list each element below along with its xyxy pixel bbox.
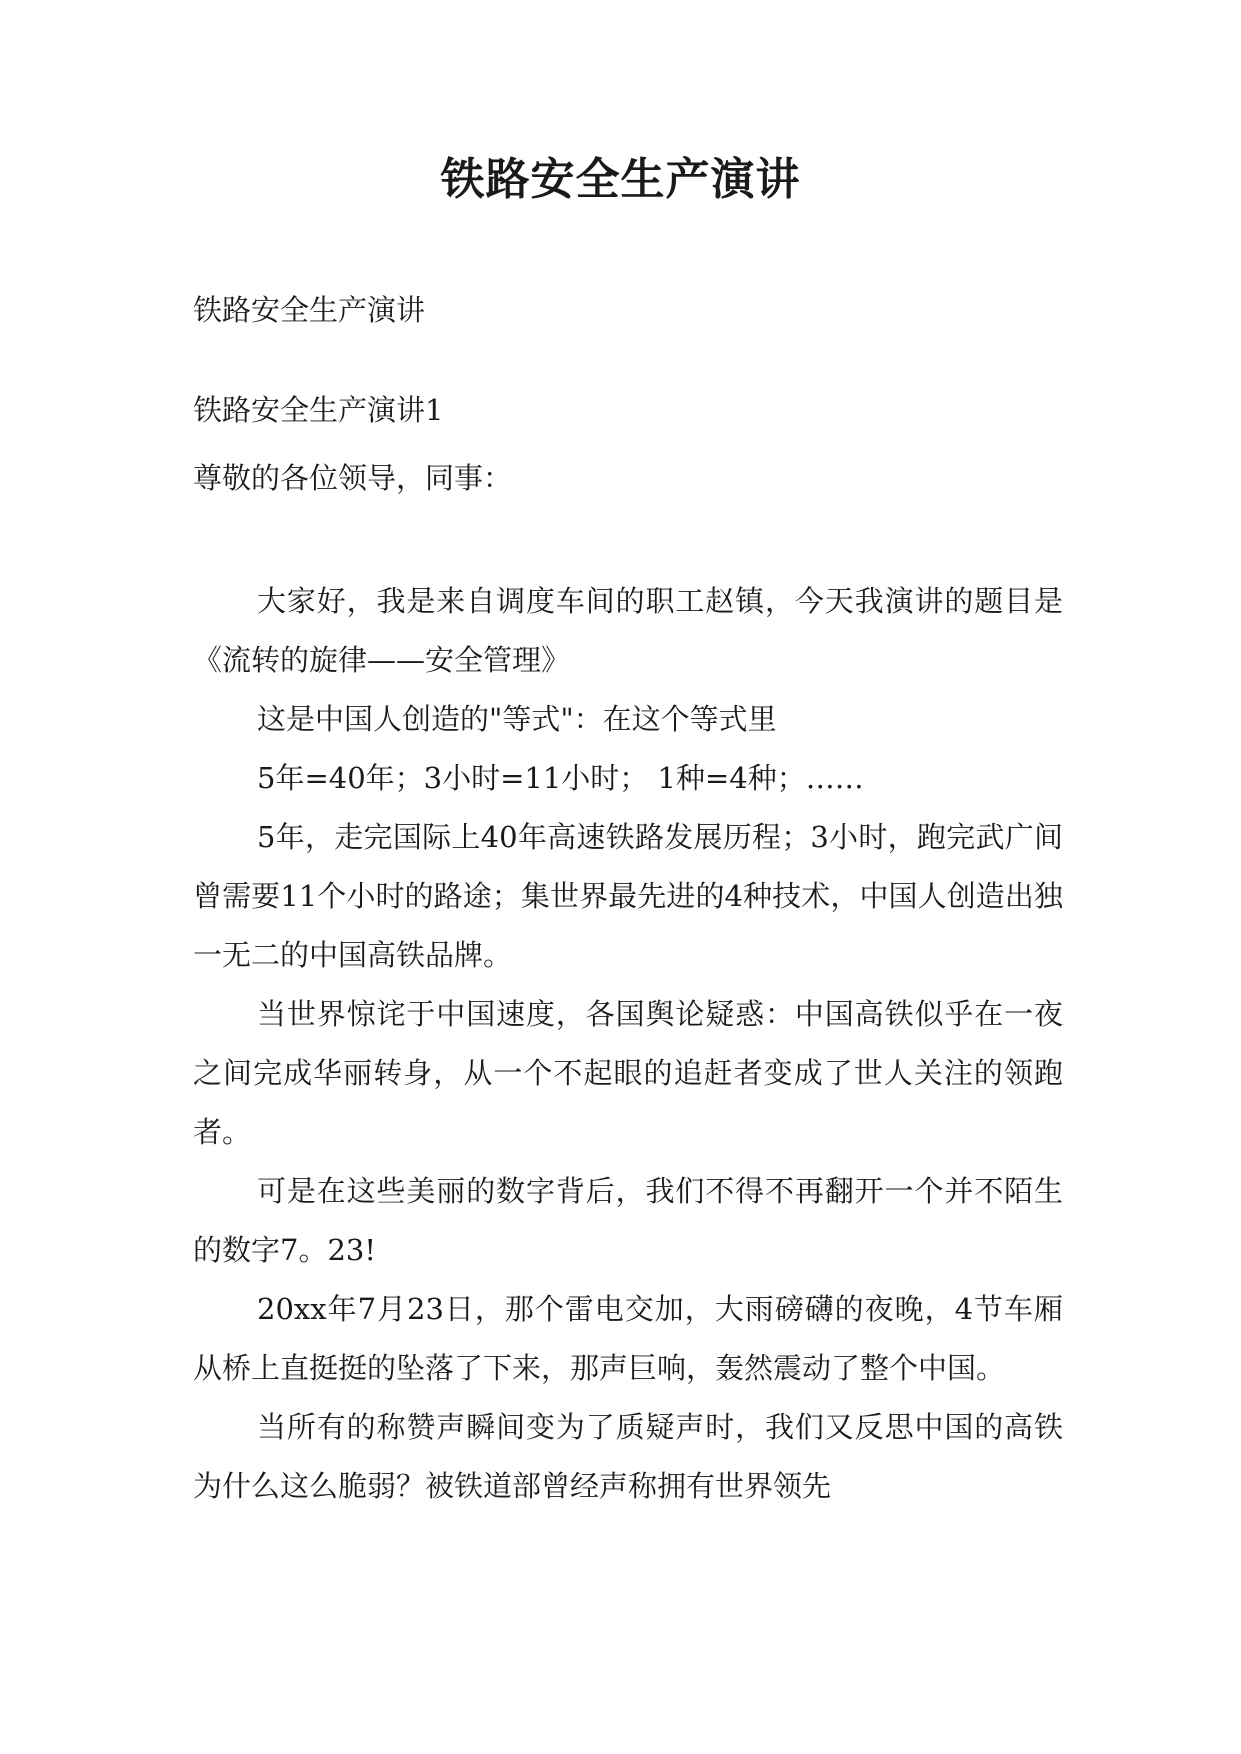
paragraph: 5年，走完国际上40年高速铁路发展历程；3小时，跑完武广间曾需要11个小时的路途；集世界最先进的4种技术，中国人创造出独一无二的中国高铁品牌。 xyxy=(193,820,1063,972)
document-body xyxy=(193,290,1063,1516)
paragraph: 大家好，我是来自调度车间的职工赵镇，今天我演讲的题目是《流转的旋律——安全管理》 xyxy=(193,584,1063,677)
salutation: 尊敬的各位领导，同事： xyxy=(193,461,513,495)
document-subtitle: 铁路安全生产演讲 xyxy=(193,293,426,327)
paragraph: 20xx年7月23日，那个雷电交加，大雨磅礴的夜晚，4节车厢从桥上直挺挺的坠落了下来，那声巨响，轰然震动了整个中国。 xyxy=(193,1292,1063,1385)
paragraph: 可是在这些美丽的数字背后，我们不得不再翻开一个并不陌生的数字7。23! xyxy=(193,1174,1063,1267)
paragraph: 当世界惊诧于中国速度，各国舆论疑惑：中国高铁似乎在一夜之间完成华丽转身，从一个不起眼的追赶者变成了世人关注的领跑者。 xyxy=(193,997,1063,1149)
paragraph: 5年=40年；3小时=11小时； 1种=4种；…… xyxy=(257,761,864,795)
document-title: 铁路安全生产演讲 xyxy=(440,154,801,205)
paragraph: 当所有的称赞声瞬间变为了质疑声时，我们又反思中国的高铁为什么这么脆弱？被铁道部曾经声称拥有世界领先 xyxy=(193,1410,1063,1503)
section-heading: 铁路安全生产演讲1 xyxy=(193,393,444,427)
paragraph: 这是中国人创造的"等式"：在这个等式里 xyxy=(257,702,777,736)
